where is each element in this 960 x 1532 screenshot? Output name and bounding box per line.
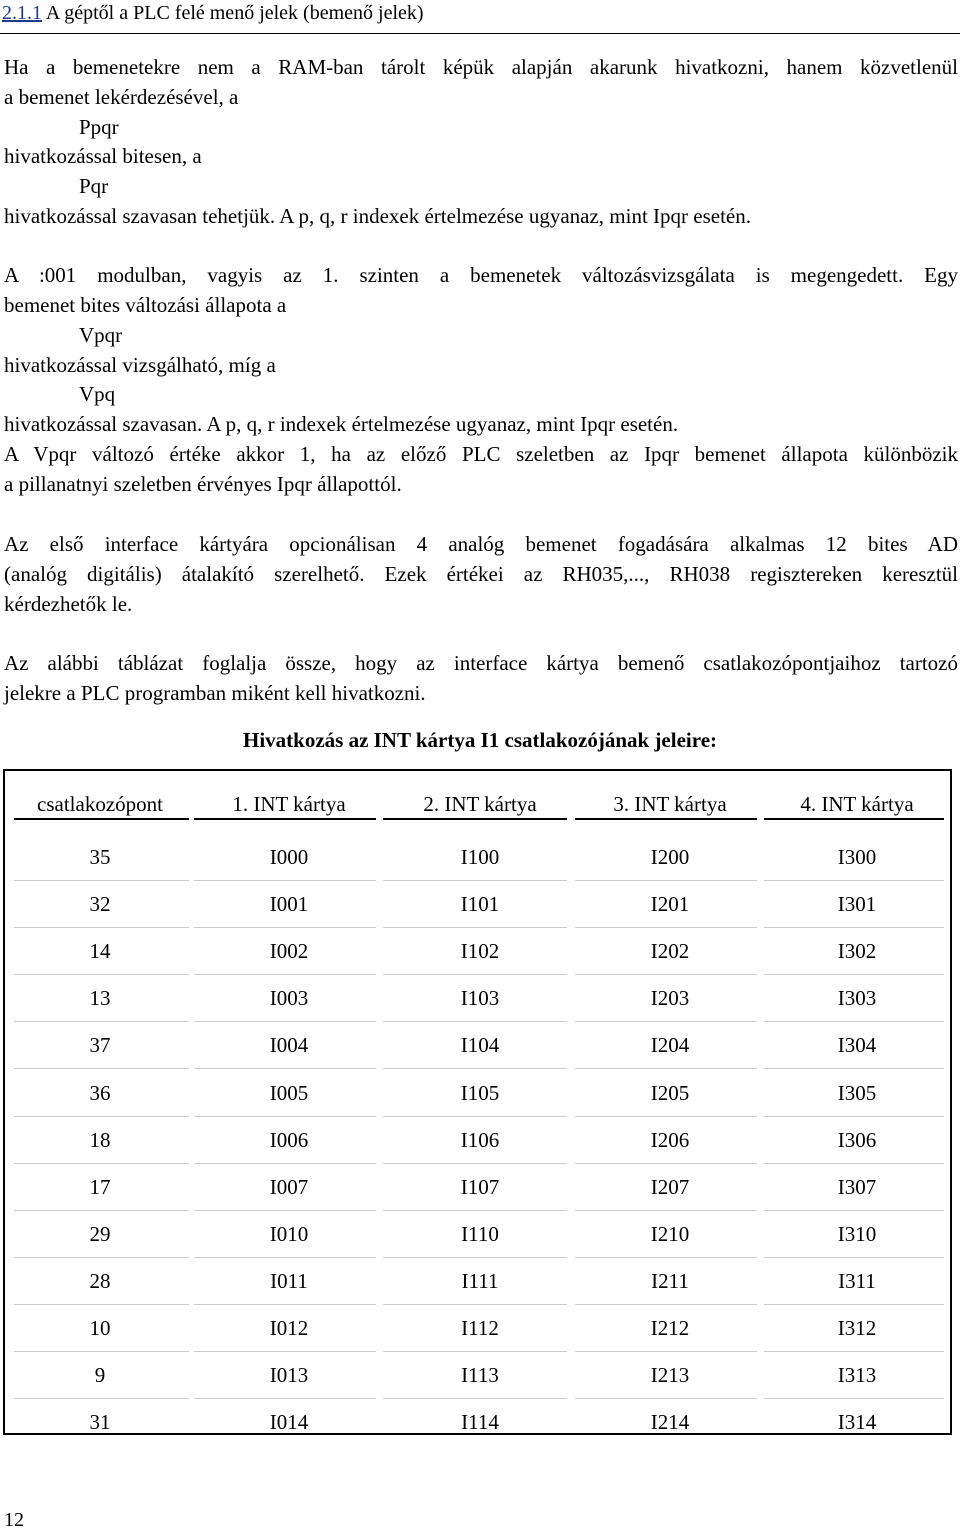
table-cell-signal: I304 — [837, 1033, 877, 1057]
paragraph-line: Az első interface kártyára opcionálisan 4 analóg bemenet fogadására alkalmas 12 bites AD — [4, 532, 958, 556]
section-number-link[interactable]: 2.1.1 — [2, 2, 42, 24]
paragraph-line: A Vpqr változó értéke akkor 1, ha az előző PLC szeletben az Ipqr bemenet állapota különbözik — [4, 442, 958, 466]
table-cell-signal: I003 — [269, 986, 309, 1010]
table-cell-pin: 9 — [94, 1363, 106, 1387]
table-header-cell: 4. INT kártya — [800, 792, 914, 816]
table-cell-signal: I105 — [460, 1081, 500, 1105]
table-cell-signal: I211 — [651, 1269, 689, 1293]
table-cell-signal: I104 — [460, 1033, 500, 1057]
paragraph-line: (analóg digitális) átalakító szerelhető. Ezek értékei az RH035,..., RH038 regisztereken keresztül — [4, 562, 958, 586]
row-rule — [14, 1021, 189, 1022]
table-header-cell: 3. INT kártya — [613, 792, 727, 816]
table-cell-signal: I110 — [461, 1222, 499, 1246]
row-rule — [14, 927, 189, 928]
header-underline — [194, 818, 376, 820]
table-cell-pin: 37 — [89, 1033, 111, 1057]
row-rule — [575, 927, 757, 928]
table-cell-signal: I000 — [269, 845, 309, 869]
table-title: Hivatkozás az INT kártya I1 csatlakozójának jeleire: — [242, 728, 718, 752]
table-cell-signal: I011 — [270, 1269, 308, 1293]
code-reference: Pqr — [79, 174, 109, 198]
row-rule — [764, 1021, 944, 1022]
row-rule — [575, 1398, 757, 1399]
row-rule — [575, 1304, 757, 1305]
table-cell-signal: I210 — [650, 1222, 690, 1246]
table-cell-pin: 10 — [89, 1316, 111, 1340]
paragraph-line: Ha a bemenetekre nem a RAM-ban tárolt képük alapján akarunk hivatkozni, hanem közvetlenül — [4, 55, 958, 79]
row-rule — [575, 1257, 757, 1258]
header-underline — [14, 818, 189, 820]
row-rule — [14, 1398, 189, 1399]
row-rule — [764, 880, 944, 881]
code-reference: Vpqr — [79, 323, 123, 347]
table-cell-pin: 14 — [89, 939, 111, 963]
table-header-cell: csatlakozópont — [37, 792, 163, 816]
table-cell-signal: I205 — [650, 1081, 690, 1105]
row-rule — [383, 974, 567, 975]
row-rule — [14, 880, 189, 881]
table-cell-signal: I004 — [269, 1033, 309, 1057]
row-rule — [383, 880, 567, 881]
row-rule — [575, 1163, 757, 1164]
row-rule — [383, 1257, 567, 1258]
table-cell-signal: I013 — [269, 1363, 309, 1387]
row-rule — [764, 1163, 944, 1164]
section-title: A géptől a PLC felé menő jelek (bemenő jelek) — [42, 2, 424, 24]
table-cell-signal: I207 — [650, 1175, 690, 1199]
table-cell-signal: I206 — [650, 1128, 690, 1152]
table-header-cell: 2. INT kártya — [423, 792, 537, 816]
row-rule — [14, 1116, 189, 1117]
table-cell-signal: I214 — [650, 1410, 690, 1434]
table-cell-signal: I007 — [269, 1175, 309, 1199]
table-cell-signal: I005 — [269, 1081, 309, 1105]
row-rule — [764, 1351, 944, 1352]
row-rule — [194, 1351, 376, 1352]
row-rule — [575, 880, 757, 881]
paragraph-line: kérdezhetők le. — [4, 592, 133, 616]
table-cell-signal: I012 — [269, 1316, 309, 1340]
row-rule — [383, 1351, 567, 1352]
row-rule — [575, 1068, 757, 1069]
row-rule — [194, 1398, 376, 1399]
header-underline — [383, 818, 567, 820]
table-cell-pin: 32 — [89, 892, 111, 916]
paragraph-line: hivatkozással bitesen, a — [4, 144, 202, 168]
row-rule — [194, 880, 376, 881]
row-rule — [575, 974, 757, 975]
row-rule — [575, 1116, 757, 1117]
row-rule — [575, 1210, 757, 1211]
table-cell-signal: I311 — [838, 1269, 876, 1293]
table-cell-signal: I100 — [460, 845, 500, 869]
table-cell-pin: 35 — [89, 845, 111, 869]
table-cell-signal: I301 — [837, 892, 877, 916]
table-cell-signal: I014 — [269, 1410, 309, 1434]
table-cell-signal: I002 — [269, 939, 309, 963]
row-rule — [14, 974, 189, 975]
paragraph-line: A :001 modulban, vagyis az 1. szinten a bemenetek változásvizsgálata is megengedett. Egy — [4, 263, 958, 287]
table-header-cell: 1. INT kártya — [232, 792, 346, 816]
table-cell-pin: 31 — [89, 1410, 111, 1434]
row-rule — [383, 1116, 567, 1117]
table-cell-signal: I200 — [650, 845, 690, 869]
table-cell-signal: I314 — [837, 1410, 877, 1434]
table-cell-signal: I313 — [837, 1363, 877, 1387]
row-rule — [383, 1021, 567, 1022]
row-rule — [764, 974, 944, 975]
row-rule — [194, 927, 376, 928]
table-cell-signal: I212 — [650, 1316, 690, 1340]
row-rule — [14, 1304, 189, 1305]
paragraph-line: hivatkozással szavasan tehetjük. A p, q, r indexek értelmezése ugyanaz, mint Ipqr esetén. — [4, 204, 751, 228]
row-rule — [14, 1068, 189, 1069]
row-rule — [194, 1116, 376, 1117]
row-rule — [764, 1257, 944, 1258]
table-cell-signal: I307 — [837, 1175, 877, 1199]
row-rule — [383, 1210, 567, 1211]
table-cell-pin: 29 — [89, 1222, 111, 1246]
row-rule — [194, 1163, 376, 1164]
heading-rule — [0, 33, 960, 34]
section-heading — [2, 0, 424, 26]
row-rule — [764, 1398, 944, 1399]
row-rule — [194, 974, 376, 975]
row-rule — [764, 1116, 944, 1117]
table-cell-signal: I102 — [460, 939, 500, 963]
paragraph-line: a bemenet lekérdezésével, a — [4, 85, 239, 109]
paragraph-line: bemenet bites változási állapota a — [4, 293, 287, 317]
paragraph-line: jelekre a PLC programban miként kell hivatkozni. — [4, 681, 426, 705]
table-cell-signal: I203 — [650, 986, 690, 1010]
table-cell-signal: I306 — [837, 1128, 877, 1152]
table-cell-signal: I107 — [460, 1175, 500, 1199]
row-rule — [383, 1398, 567, 1399]
row-rule — [194, 1021, 376, 1022]
table-cell-signal: I300 — [837, 845, 877, 869]
table-cell-signal: I302 — [837, 939, 877, 963]
row-rule — [575, 1021, 757, 1022]
table-cell-signal: I114 — [461, 1410, 499, 1434]
row-rule — [14, 1351, 189, 1352]
table-cell-signal: I303 — [837, 986, 877, 1010]
table-cell-signal: I101 — [460, 892, 500, 916]
paragraph-line: hivatkozással vizsgálható, míg a — [4, 353, 276, 377]
table-cell-signal: I006 — [269, 1128, 309, 1152]
row-rule — [575, 1351, 757, 1352]
table-cell-pin: 36 — [89, 1081, 111, 1105]
table-cell-pin: 17 — [89, 1175, 111, 1199]
row-rule — [764, 1304, 944, 1305]
table-cell-signal: I113 — [461, 1363, 499, 1387]
table-cell-signal: I111 — [461, 1269, 499, 1293]
table-cell-signal: I010 — [269, 1222, 309, 1246]
header-underline — [764, 818, 944, 820]
table-cell-signal: I312 — [837, 1316, 877, 1340]
table-cell-signal: I201 — [650, 892, 690, 916]
row-rule — [383, 927, 567, 928]
paragraph-line: a pillanatnyi szeletben érvényes Ipqr állapottól. — [4, 472, 402, 496]
row-rule — [194, 1257, 376, 1258]
row-rule — [383, 1304, 567, 1305]
row-rule — [194, 1068, 376, 1069]
table-cell-signal: I103 — [460, 986, 500, 1010]
table-cell-signal: I213 — [650, 1363, 690, 1387]
table-cell-signal: I106 — [460, 1128, 500, 1152]
table-cell-pin: 13 — [89, 986, 111, 1010]
row-rule — [383, 1163, 567, 1164]
paragraph-line: Az alábbi táblázat foglalja össze, hogy az interface kártya bemenő csatlakozópontjaihoz tartozó — [4, 651, 958, 675]
paragraph-line: hivatkozással szavasan. A p, q, r indexek értelmezése ugyanaz, mint Ipqr esetén. — [4, 412, 679, 436]
row-rule — [14, 1210, 189, 1211]
row-rule — [764, 1210, 944, 1211]
table-cell-signal: I112 — [461, 1316, 499, 1340]
row-rule — [764, 927, 944, 928]
code-reference: Vpq — [79, 382, 116, 406]
header-underline — [575, 818, 757, 820]
row-rule — [194, 1304, 376, 1305]
row-rule — [194, 1210, 376, 1211]
table-cell-pin: 18 — [89, 1128, 111, 1152]
row-rule — [14, 1163, 189, 1164]
table-cell-signal: I310 — [837, 1222, 877, 1246]
row-rule — [383, 1068, 567, 1069]
table-cell-signal: I204 — [650, 1033, 690, 1057]
row-rule — [764, 1068, 944, 1069]
table-cell-signal: I202 — [650, 939, 690, 963]
page-number: 12 — [4, 1509, 24, 1531]
row-rule — [14, 1257, 189, 1258]
table-cell-signal: I001 — [269, 892, 309, 916]
table-cell-pin: 28 — [89, 1269, 111, 1293]
table-cell-signal: I305 — [837, 1081, 877, 1105]
code-reference: Ppqr — [79, 115, 119, 139]
